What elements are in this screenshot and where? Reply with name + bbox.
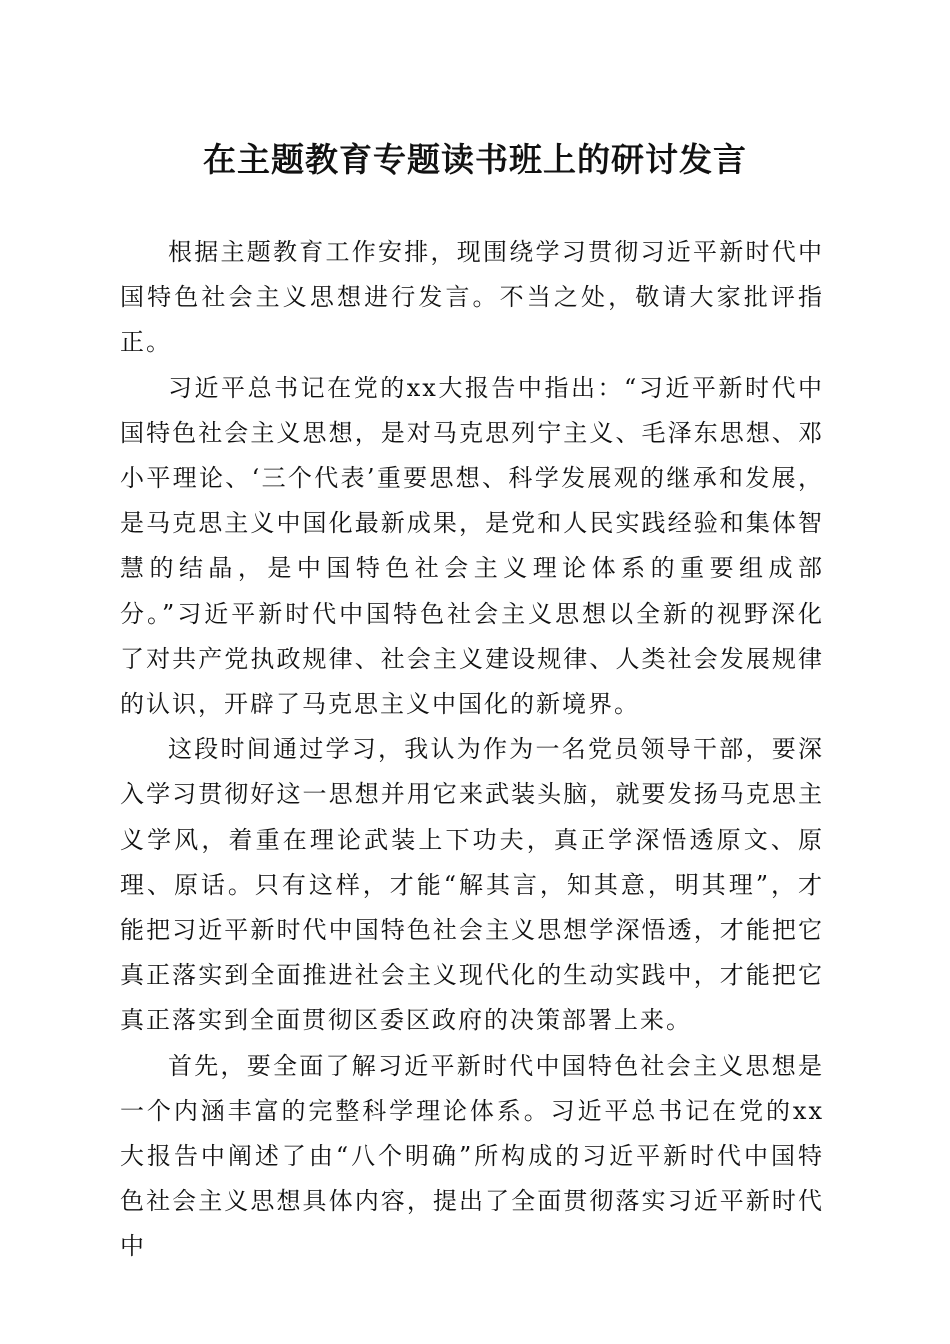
- paragraph-study: 这段时间通过学习，我认为作为一名党员领导干部，要深入学习贯彻好这一思想并用它来武装头脑，就要发扬马克思主义学风，着重在理论武装上下功夫，真正学深悟透原文、原理、原话。只有这样，才能“解其言，知其意，明其理”，才能把习近平新时代中国特色社会主义思想学深悟透，才能把它真正落实到全面推进社会主义现代化的生动实践中，才能把它真正落实到全面贯彻区委区政府的决策部署上来。: [120, 735, 824, 1035]
- document-title: 在主题教育专题读书班上的研讨发言: [203, 140, 747, 179]
- paragraph-intro: 根据主题教育工作安排，现围绕学习贯彻习近平新时代中国特色社会主义思想进行发言。不当之处，敬请大家批评指正。: [120, 238, 824, 357]
- paragraph-first-point: 首先，要全面了解习近平新时代中国特色社会主义思想是一个内涵丰富的完整科学理论体系。习近平总书记在党的xx大报告中阐述了由“八个明确”所构成的习近平新时代中国特色社会主义思想具体内容，提出了全面贯彻落实习近平新时代中: [120, 1051, 824, 1261]
- document-body: [120, 230, 824, 1270]
- paragraph-quote: 习近平总书记在党的xx大报告中指出：“习近平新时代中国特色社会主义思想，是对马克思列宁主义、毛泽东思想、邓小平理论、‘三个代表’重要思想、科学发展观的继承和发展，是马克思主义中国化最新成果，是党和人民实践经验和集体智慧的结晶，是中国特色社会主义理论体系的重要组成部分。”习近平新时代中国特色社会主义思想以全新的视野深化了对共产党执政规律、社会主义建设规律、人类社会发展规律的认识，开辟了马克思主义中国化的新境界。: [120, 373, 824, 719]
